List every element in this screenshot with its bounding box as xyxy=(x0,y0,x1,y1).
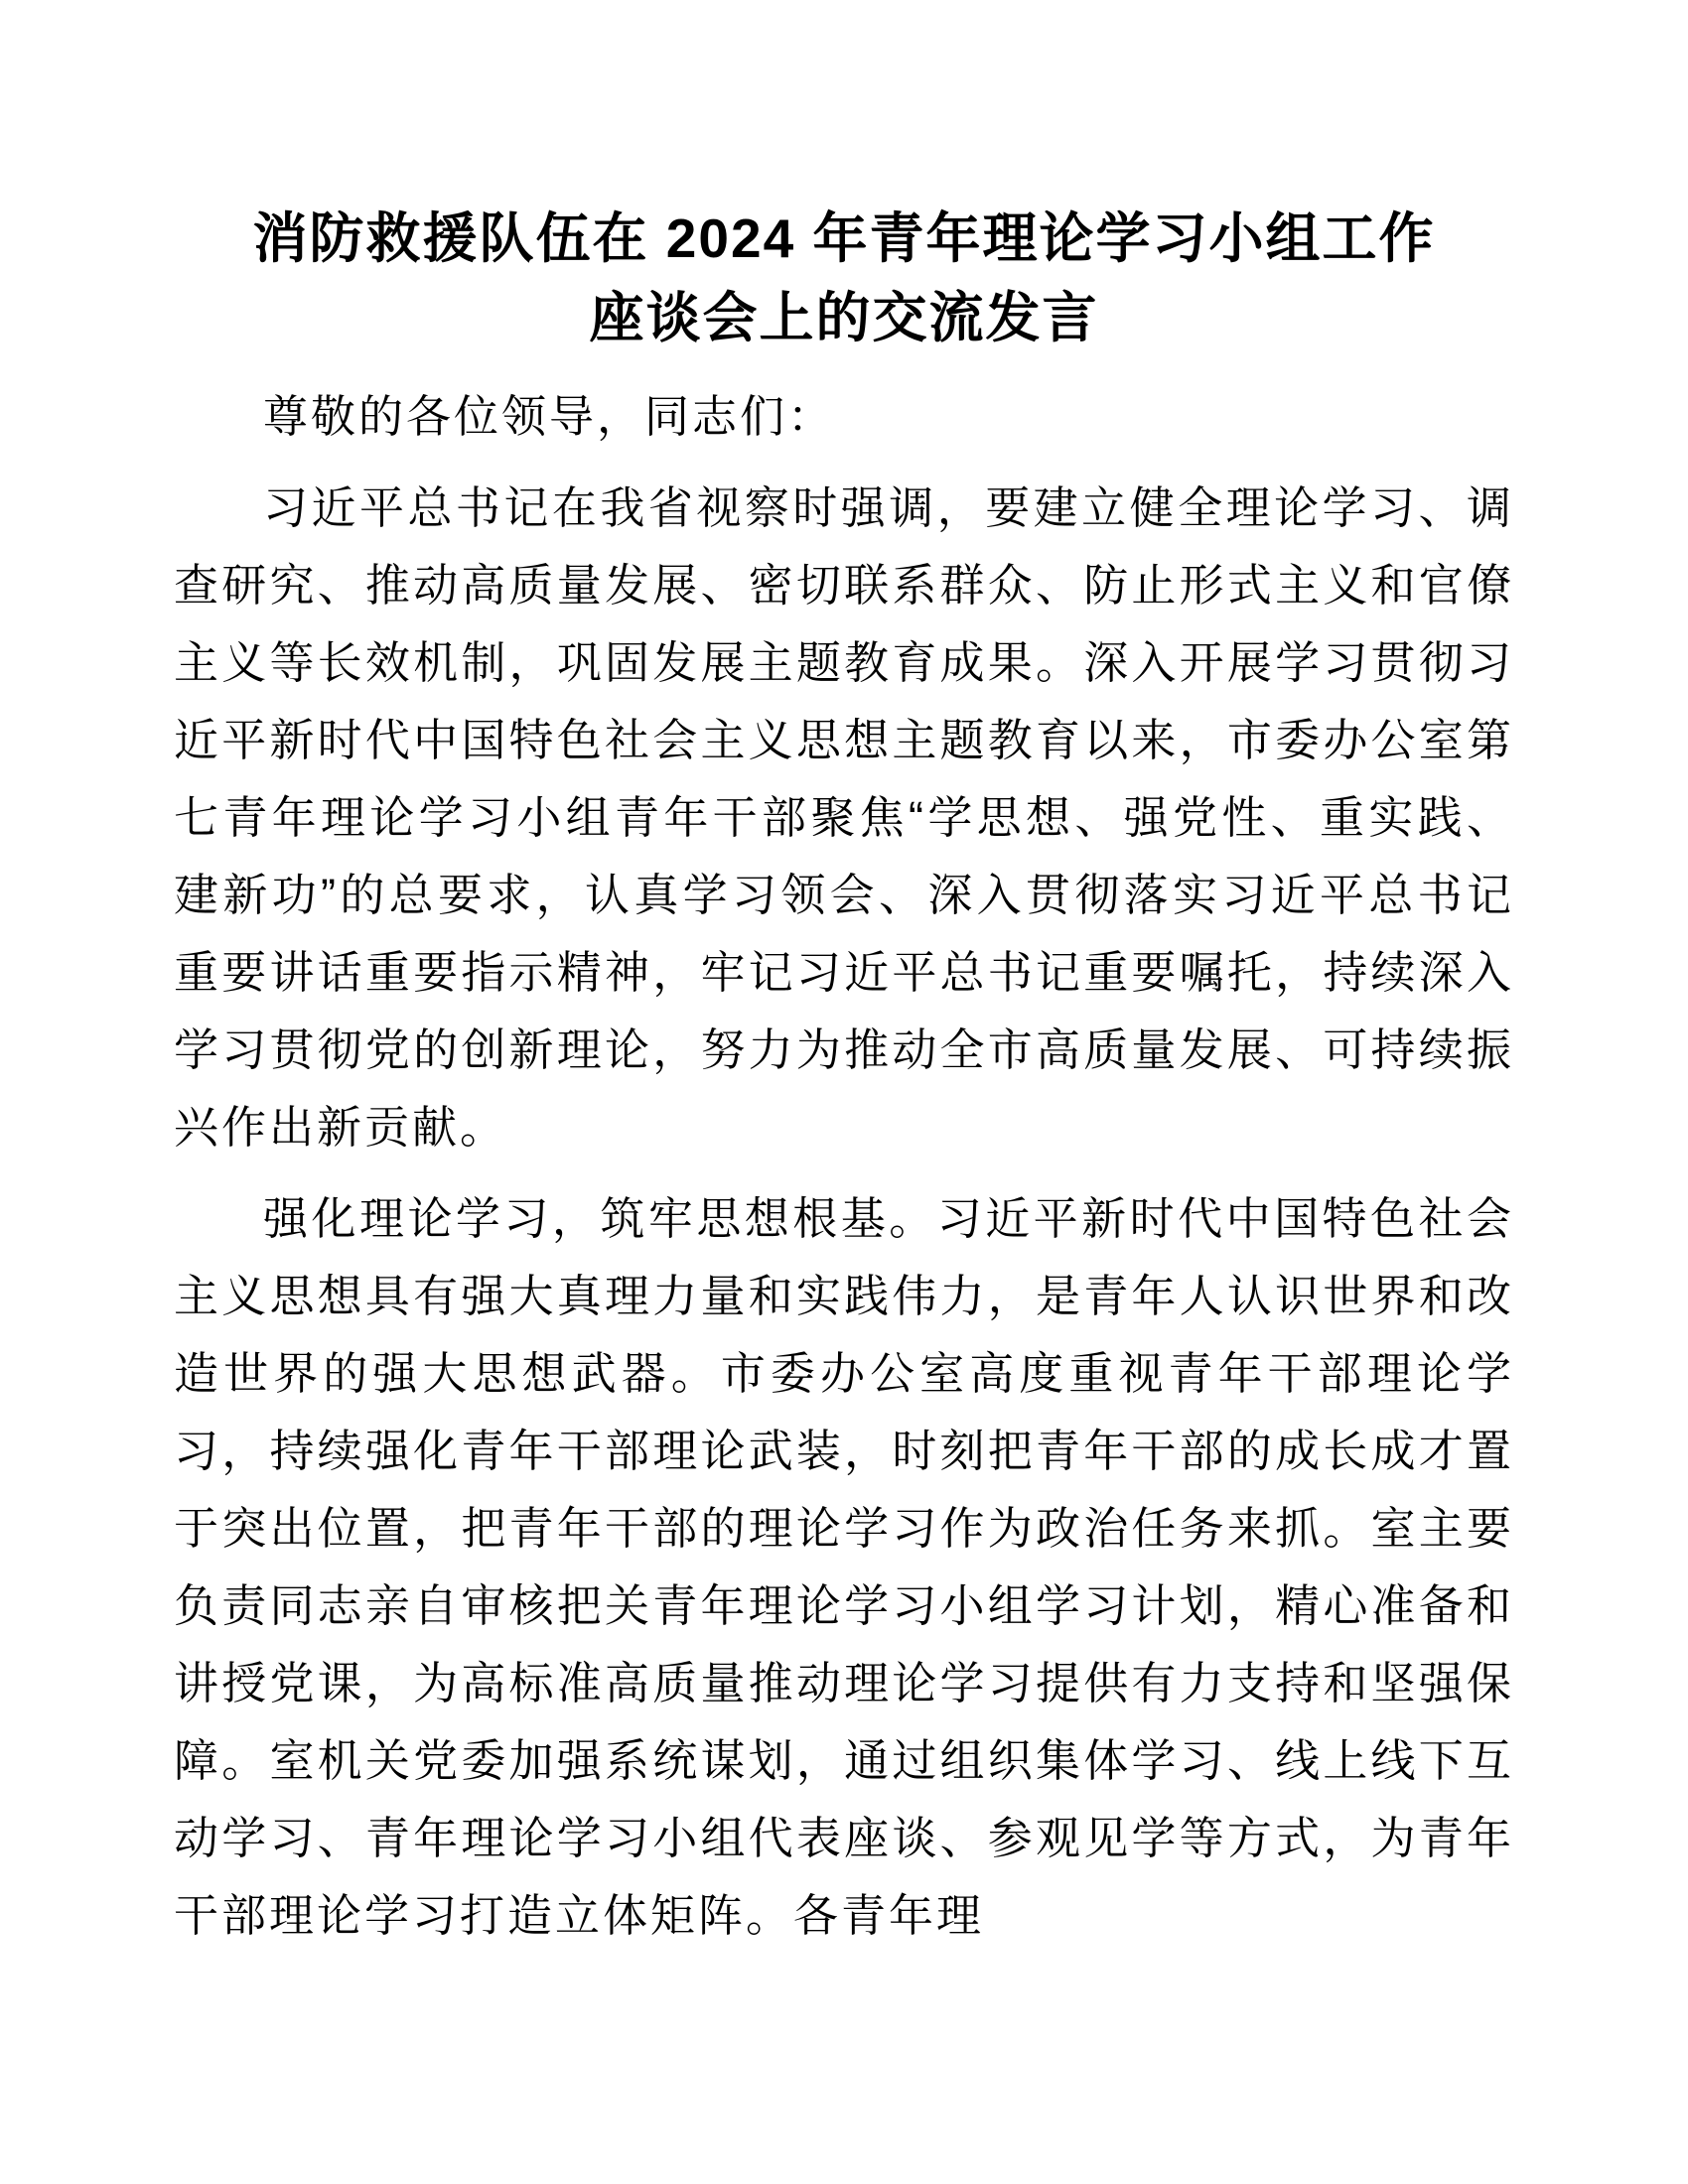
document-body xyxy=(174,378,1514,1955)
document-title xyxy=(174,199,1514,357)
salutation: 尊敬的各位领导，同志们： xyxy=(263,391,836,442)
document-title-line-1: 消防救援队伍在 2024 年青年理论学习小组工作 xyxy=(252,207,1436,269)
body-paragraph-2: 强化理论学习，筑牢思想根基。习近平新时代中国特色社会主义思想具有强大真理力量和实践伟力，是青年人认识世界和改造世界的强大思想武器。市委办公室高度重视青年干部理论学习，持续强化青年干部理论武装，时刻把青年干部的成长成才置于突出位置，把青年干部的理论学习作为政治任务来抓。室主要负责同志亲自审核把关青年理论学习小组学习计划，精心准备和讲授党课，为高标准高质量推动理论学习提供有力支持和坚强保障。室机关党委加强系统谋划，通过组织集体学习、线上线下互动学习、青年理论学习小组代表座谈、参观见学等方式，为青年干部理论学习打造立体矩阵。各青年理 xyxy=(174,1193,1514,1941)
body-paragraph-1: 习近平总书记在我省视察时强调，要建立健全理论学习、调查研究、推动高质量发展、密切联系群众、防止形式主义和官僚主义等长效机制，巩固发展主题教育成果。深入开展学习贯彻习近平新时代中国特色社会主义思想主题教育以来，市委办公室第七青年理论学习小组青年干部聚焦“学思想、强党性、重实践、建新功”的总要求，认真学习领会、深入贯彻落实习近平总书记重要讲话重要指示精神，牢记习近平总书记重要嘱托，持续深入学习贯彻党的创新理论，努力为推动全市高质量发展、可持续振兴作出新贡献。 xyxy=(174,482,1514,1153)
document-title-line-2: 座谈会上的交流发言 xyxy=(589,287,1099,348)
